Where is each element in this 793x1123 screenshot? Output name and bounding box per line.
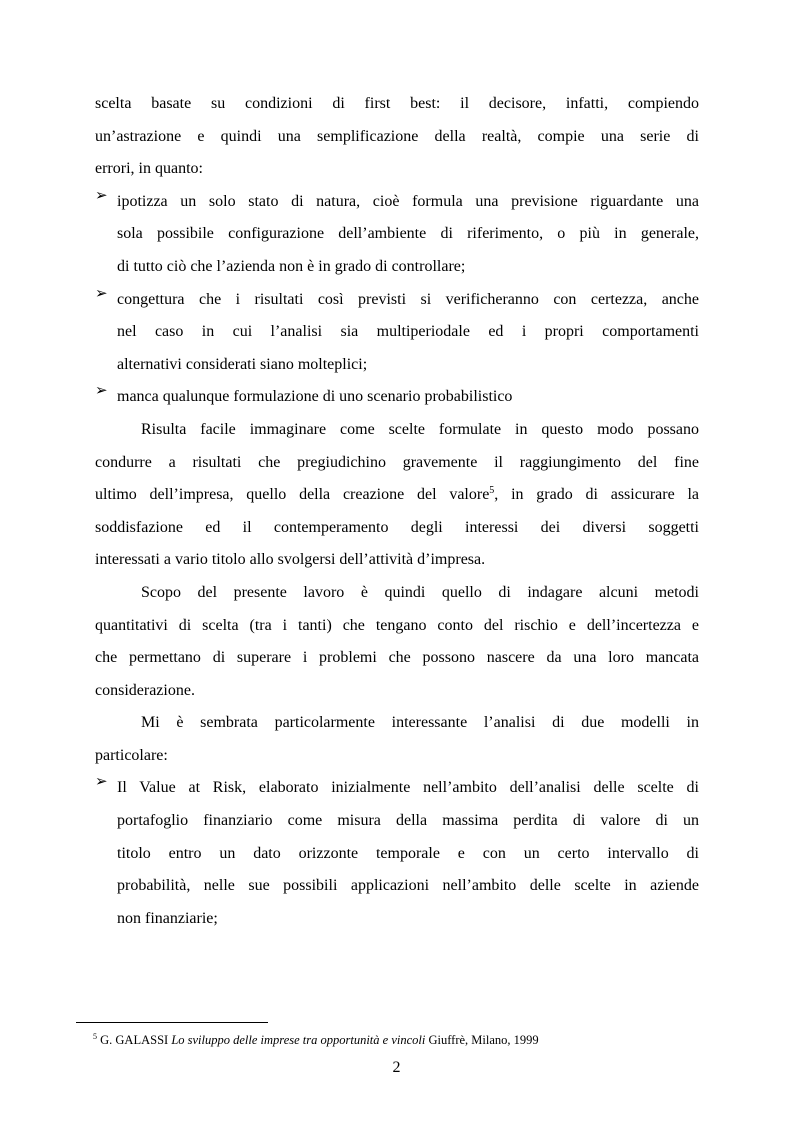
paragraph-4-line-1: Mi è sembrata particolarmente interessante l’analisi di due modelli in — [141, 714, 699, 732]
list-item — [95, 381, 699, 414]
bullet-1-line-2: sola possibile configurazione dell’ambiente di riferimento, o più in generale, — [117, 225, 699, 243]
paragraph-2-line-4: soddisfazione ed il contemperamento degli interessi dei diversi soggetti — [95, 518, 699, 536]
list-item — [95, 772, 699, 935]
arrow-bullet-icon: ➢ — [95, 772, 108, 791]
page-body — [95, 88, 699, 935]
footnote-number: 5 — [93, 1032, 97, 1041]
list-item — [95, 186, 699, 284]
footnote-reference[interactable]: 5 — [489, 485, 495, 497]
paragraph-2-line-5: interessati a vario titolo allo svolgersi dell’attività d’impresa. — [95, 551, 486, 569]
bullet-3-line-1: manca qualunque formulazione di uno scenario probabilistico — [117, 388, 513, 406]
list-item — [95, 284, 699, 382]
bullet-1-line-3: di tutto ciò che l’azienda non è in grado di controllare; — [117, 257, 466, 275]
paragraph-2-line-1: Risulta facile immaginare come scelte formulate in questo modo possano — [141, 420, 699, 438]
footnote-publisher: Giuffrè, Milano, 1999 — [428, 1033, 539, 1047]
footnote-author: G. GALASSI — [100, 1033, 169, 1047]
footnote — [93, 1032, 713, 1048]
bullet-2-line-1: congettura che i risultati così previsti si verificheranno con certezza, anche — [117, 290, 699, 308]
arrow-bullet-icon: ➢ — [95, 381, 108, 400]
paragraph-2-line-3 — [95, 479, 699, 512]
paragraph-3-line-4: considerazione. — [95, 681, 195, 699]
footnote-separator — [76, 1022, 268, 1023]
bullet-1-line-1: ipotizza un solo stato di natura, cioè formula una previsione riguardante una — [117, 192, 699, 210]
paragraph-1-line-1: scelta basate su condizioni di first best: il decisore, infatti, compiendo — [95, 95, 699, 112]
paragraph-2-line-3-text-a: ultimo dell’impresa, quello della creazione del valore — [95, 486, 490, 504]
footnote-title: Lo sviluppo delle imprese tra opportunità e vincoli — [171, 1033, 426, 1047]
bullet-2-line-2: nel caso in cui l’analisi sia multiperiodale ed i propri comportamenti — [117, 323, 699, 341]
paragraph-3-line-2: quantitativi di scelta (tra i tanti) che tengano conto del rischio e dell’incertezza e — [95, 616, 699, 634]
paragraph-2-line-2: condurre a risultati che pregiudichino gravemente il raggiungimento del fine — [95, 453, 699, 471]
paragraph-4-line-2: particolare: — [95, 746, 168, 764]
paragraph-3-line-3: che permettano di superare i problemi che possono nascere da una loro mancata — [95, 649, 699, 667]
paragraph-2-line-3-text-b: , in grado di assicurare la — [494, 486, 700, 504]
paragraph-1-line-3: errori, in quanto: — [95, 160, 203, 178]
bullet-4-line-5: non finanziarie; — [117, 909, 218, 927]
bullet-list-2 — [95, 772, 699, 935]
bullet-list-1 — [95, 186, 699, 414]
bullet-2-line-3: alternativi considerati siano molteplici; — [117, 355, 368, 373]
arrow-bullet-icon: ➢ — [95, 185, 108, 204]
page-number: 2 — [392, 1059, 401, 1076]
arrow-bullet-icon: ➢ — [95, 283, 108, 302]
bullet-4-line-1: Il Value at Risk, elaborato inizialmente nell’ambito dell’analisi delle scelte di — [117, 779, 699, 797]
paragraph-3-line-1: Scopo del presente lavoro è quindi quello di indagare alcuni metodi — [141, 583, 699, 601]
bullet-4-line-2: portafoglio finanziario come misura della massima perdita di valore di un — [117, 812, 699, 830]
bullet-4-line-3: titolo entro un dato orizzonte temporale e con un certo intervallo di — [117, 844, 699, 862]
bullet-4-line-4: probabilità, nelle sue possibili applicazioni nell’ambito delle scelte in aziende — [117, 877, 699, 895]
paragraph-1-line-2: un’astrazione e quindi una semplificazione della realtà, compie una serie di — [95, 127, 699, 145]
